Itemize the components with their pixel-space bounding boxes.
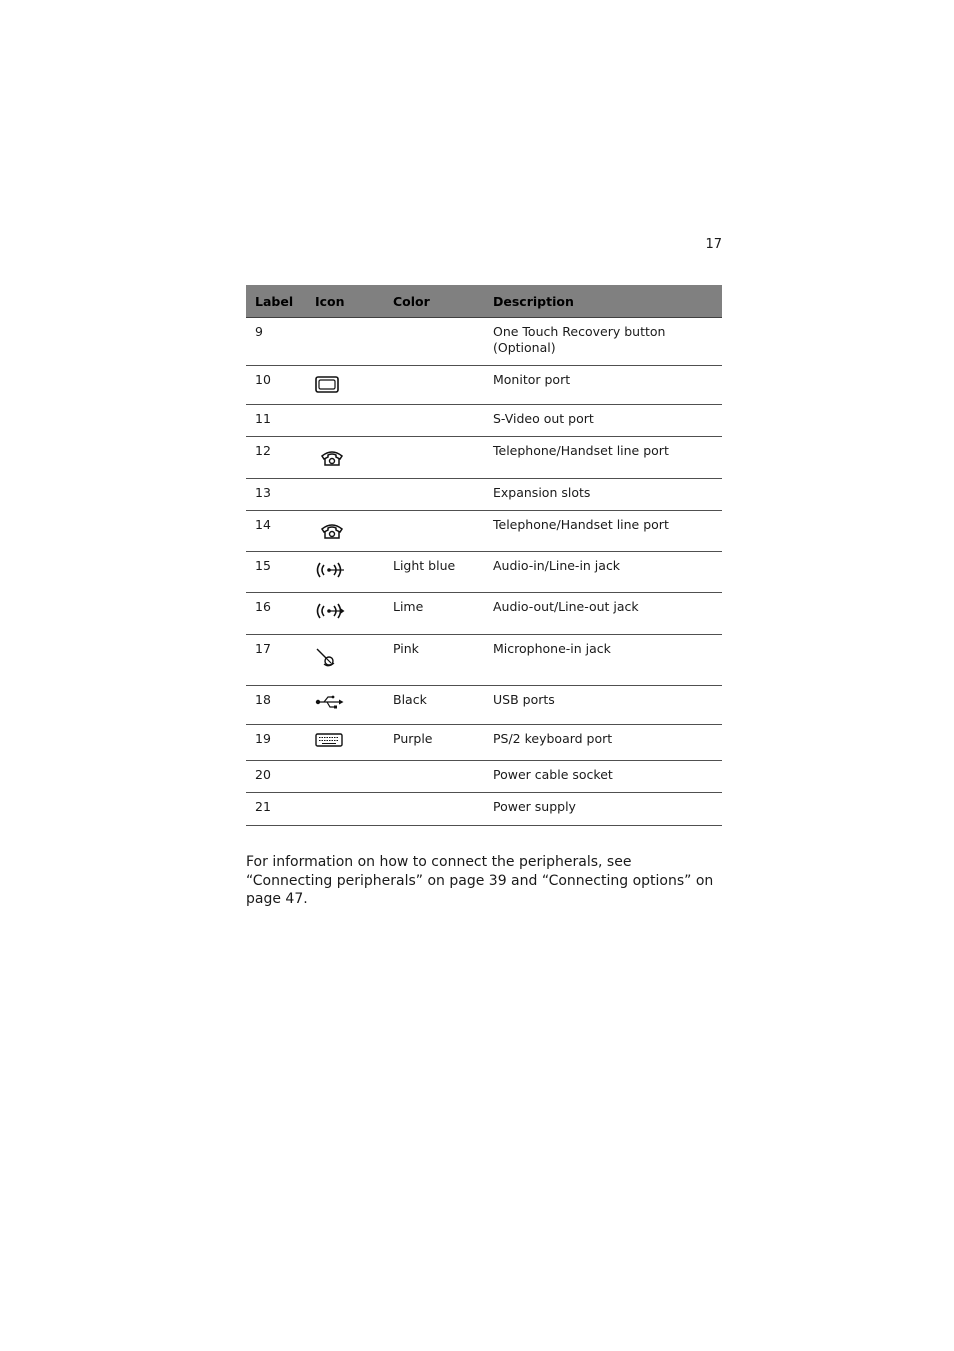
header-color: Color: [393, 285, 493, 318]
table-row: [246, 366, 722, 405]
table-row: [246, 725, 722, 761]
table-row: [246, 686, 722, 725]
row-description: USB ports: [493, 686, 722, 725]
table-row: [246, 318, 722, 366]
row-color: [393, 405, 493, 437]
header-label: Label: [246, 285, 315, 318]
row-description: PS/2 keyboard port: [493, 725, 722, 761]
table-row: [246, 793, 722, 826]
monitor-icon: [315, 376, 339, 393]
keyboard-icon: [315, 733, 343, 747]
row-label: 13: [246, 479, 315, 511]
row-label: 19: [246, 725, 315, 761]
row-icon-cell: [315, 725, 393, 761]
row-label: 10: [246, 366, 315, 405]
row-description: Monitor port: [493, 366, 722, 405]
table-row: [246, 479, 722, 511]
telephone-icon: [320, 449, 344, 467]
row-label: 15: [246, 552, 315, 593]
header-icon: Icon: [315, 285, 393, 318]
table-row: [246, 761, 722, 793]
table-row: [246, 552, 722, 593]
row-label: 18: [246, 686, 315, 725]
table-row: [246, 405, 722, 437]
telephone-icon: [320, 522, 344, 540]
row-icon-cell: [315, 366, 393, 405]
usb-icon: [315, 695, 345, 709]
page-number: 17: [705, 237, 722, 252]
table-row: [246, 635, 722, 686]
row-description: Telephone/Handset line port: [493, 437, 722, 479]
row-label: 9: [246, 318, 315, 366]
table-row: [246, 511, 722, 552]
row-description: Audio-out/Line-out jack: [493, 593, 722, 635]
row-icon-cell: [315, 479, 393, 511]
row-description: Telephone/Handset line port: [493, 511, 722, 552]
row-label: 11: [246, 405, 315, 437]
row-color: Black: [393, 686, 493, 725]
row-label: 14: [246, 511, 315, 552]
row-description: Power supply: [493, 793, 722, 826]
row-description: Expansion slots: [493, 479, 722, 511]
row-label: 16: [246, 593, 315, 635]
table-row: [246, 593, 722, 635]
table-row: [246, 437, 722, 479]
ports-table: [246, 285, 722, 826]
row-label: 17: [246, 635, 315, 686]
row-color: Pink: [393, 635, 493, 686]
row-color: Light blue: [393, 552, 493, 593]
row-icon-cell: [315, 686, 393, 725]
audio-in-icon: [315, 560, 345, 580]
row-color: [393, 511, 493, 552]
row-color: Lime: [393, 593, 493, 635]
row-label: 20: [246, 761, 315, 793]
cross-reference-paragraph: For information on how to connect the peripherals, see “Connecting peripherals” on page 39 and “Connecting options” on page 47.: [246, 854, 714, 907]
row-color: Purple: [393, 725, 493, 761]
row-icon-cell: [315, 511, 393, 552]
row-description: Microphone-in jack: [493, 635, 722, 686]
row-color: [393, 366, 493, 405]
row-icon-cell: [315, 405, 393, 437]
row-description: S-Video out port: [493, 405, 722, 437]
microphone-icon: [315, 647, 337, 667]
row-description: One Touch Recovery button (Optional): [493, 318, 722, 366]
row-icon-cell: [315, 437, 393, 479]
row-icon-cell: [315, 552, 393, 593]
row-icon-cell: [315, 793, 393, 826]
table-header-row: [246, 285, 722, 318]
header-description: Description: [493, 285, 722, 318]
row-color: [393, 761, 493, 793]
row-label: 12: [246, 437, 315, 479]
row-color: [393, 318, 493, 366]
row-color: [393, 437, 493, 479]
row-icon-cell: [315, 761, 393, 793]
row-description: Audio-in/Line-in jack: [493, 552, 722, 593]
audio-out-icon: [315, 601, 345, 621]
row-icon-cell: [315, 635, 393, 686]
row-color: [393, 793, 493, 826]
row-description: Power cable socket: [493, 761, 722, 793]
row-icon-cell: [315, 593, 393, 635]
row-label: 21: [246, 793, 315, 826]
row-icon-cell: [315, 318, 393, 366]
row-color: [393, 479, 493, 511]
